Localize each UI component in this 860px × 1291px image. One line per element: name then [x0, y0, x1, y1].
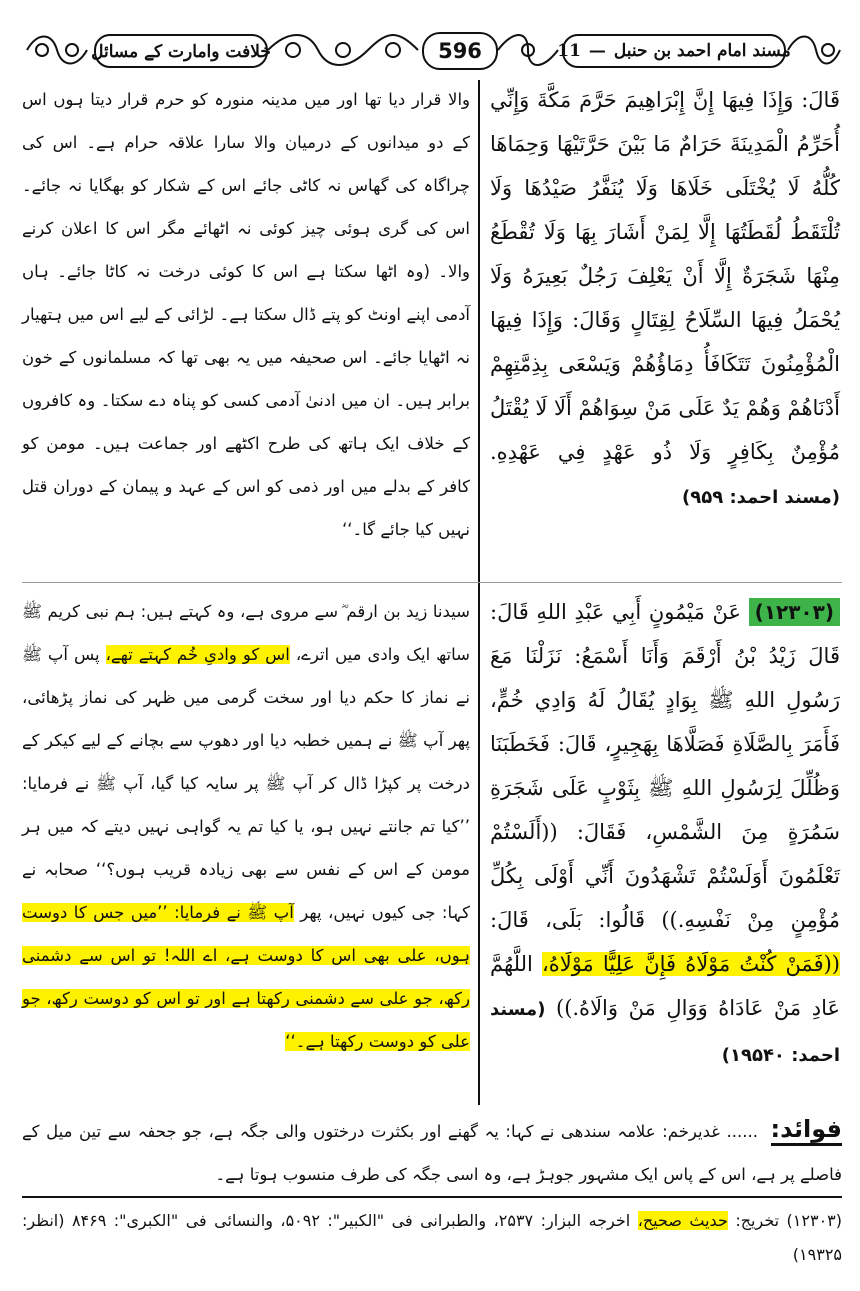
fawaid-text: ...... غدیرخم: علامہ سندھی نے کہا: یہ گھنے اور بکثرت درختوں والی جگہ ہے، جو جحفہ سے تین میل کے فاصلے پر ہے، اس کے پاس ایک مشہور جوہڑ ہے، وہ اسی جگہ کی طرف منسوب ہوتا ہے۔: [22, 1122, 842, 1184]
volume-number: 11: [557, 41, 581, 61]
hadith-12303-reference: (مسند احمد: ۱۹۵۴۰): [490, 999, 840, 1066]
highlighted-arabic-text: ((فَمَنْ كُنْتُ مَوْلَاهُ فَإِنَّ عَلِيًّا مَوْلَاهُ،: [541, 952, 840, 976]
hadith-12303-arabic: [490, 590, 840, 1105]
highlighted-urdu-text-1: اس کو وادیِ خُم کہتے تھے،: [105, 645, 290, 664]
takhrij-text: اخرجه البزار: ۲۵۳۷، والطبرانی فی "الکبیر": ۵۰۹۲، والنسائی فی "الکبری": ۸۴۶۹ (انظر: ۱۹۳۲۵): [22, 1211, 842, 1264]
hadith-number-badge: (۱۲۳۰۳): [749, 598, 840, 626]
book-title-text: مسند امام احمد بن حنبل: [613, 41, 791, 61]
page-number: 596: [422, 32, 498, 70]
left-ornament: [22, 30, 92, 70]
footnote-rule: [22, 1196, 842, 1198]
hadith-959-reference: (مسند احمد: ۹۵۹): [682, 487, 840, 508]
fawaid-label: فوائد:: [771, 1115, 842, 1146]
hadith-12303-urdu: [22, 590, 470, 1105]
hadith-959-urdu: [22, 78, 470, 578]
page-header: [22, 30, 842, 70]
takhrij-section: [22, 1204, 842, 1280]
hadith-959-arabic: [490, 78, 840, 558]
right-ornament: [786, 30, 842, 70]
chapter-title: خلافت وامارت کے مسائل: [94, 34, 268, 68]
middle-ornament-left: [268, 30, 418, 70]
hadith-12303-arabic-ending: اللَّهُمَّ عَادِ مَنْ عَادَاهُ وَوَالِ مَنْ وَالَاهُ.)): [490, 952, 840, 1020]
hadith-12303-arabic-text: عَنْ مَيْمُونٍ أَبِي عَبْدِ اللهِ قَالَ: قَالَ زَيْدُ بْنُ أَرْقَمَ وَأَنَا أَسْمَعُ: نَزَلْنَا مَعَ رَسُولِ اللهِ ﷺ بِوَادٍ يُقَالُ لَهُ وَادِي خُمٍّ، فَأَمَرَ بِالصَّلَاةِ فَصَلَّاهَا بِهَجِيرٍ، قَالَ: فَخَطَبَنَا وَظُلِّلَ لِرَسُولِ اللهِ ﷺ بِثَوْبٍ عَلَى شَجَرَةِ سَمُرَةٍ مِنَ الشَّمْسِ، فَقَالَ: ((أَلَسْتُمْ تَعْلَمُونَ أَوَلَسْتُمْ تَشْهَدُونَ أَنِّي أَوْلَى بِكُلِّ مُؤْمِنٍ مِنْ نَفْسِهِ.)) قَالُوا: بَلَى، قَالَ:: [490, 600, 840, 932]
hadith-959-arabic-text: قَالَ: وَإِذَا فِيهَا إِنَّ إِبْرَاهِيمَ حَرَّمَ مَكَّةَ وَإِنِّي أُحَرِّمُ الْمَدِينَةَ حَرَامٌ مَا بَيْنَ حَرَّتَيْهَا وَحِمَاهَا كُلُّهُ لَا يُخْتَلَى خَلَاهَا وَلَا يُنَفَّرُ صَيْدُهَا وَلَا تُلْتَقَطُ لُقَطَتُهَا إِلَّا لِمَنْ أَشَارَ بِهَا وَلَا تُقْطَعُ مِنْهَا شَجَرَةٌ إِلَّا أَنْ يَعْلِفَ رَجُلٌ بَعِيرَهُ وَلَا يُحْمَلُ فِيهَا السِّلَاحُ لِقِتَالٍ وَقَالَ: وَإِذَا فِيهَا الْمُؤْمِنُونَ تَتَكَافَأُ دِمَاؤُهُمْ وَيَسْعَى بِذِمَّتِهِمْ أَدْنَاهُمْ وَهُمْ يَدٌ عَلَى مَنْ سِوَاهُمْ أَلَا لَا يُقْتَلُ مُؤْمِنٌ بِكَافِرٍ وَلَا ذُو عَهْدٍ فِي عَهْدِهِ.: [490, 88, 840, 464]
takhrij-label: (۱۲۳۰۳) تخریج:: [735, 1211, 843, 1230]
hadith-12303-urdu-middle: پس آپ ﷺ نے نماز کا حکم دیا اور سخت گرمی میں ظہر کی نماز پڑھائی، پھر آپ ﷺ نے ہمیں خطبہ دیا اور دھوپ سے بچانے کے لیے کیکر کے درخت پر کپڑا ڈال کر آپ ﷺ پر سایہ کیا گیا، آپ ﷺ نے فرمایا: ’’کیا تم جانتے نہیں ہو، یا کیا تم یہ گواہی نہیں دیتے کہ میں ہر مومن کے اس کے نفس سے بھی زیادہ قریب ہوں؟‘‘ صحابہ نے کہا: جی کیوں نہیں، پھر: [22, 645, 470, 922]
hadith-separator: [22, 582, 842, 583]
middle-ornament-right: [498, 30, 558, 70]
hadith-959-urdu-text: والا قرار دیا تھا اور میں مدینہ منورہ کو حرم قرار دیتا ہوں اس کے دو میدانوں کے درمیان والا سارا علاقہ حرام ہے۔ اس کی چراگاہ کی گھاس نہ کاٹی جائے اس کے شکار کو بھگایا نہ جائے۔ اس کی گری ہوئی چیز کوئی نہ اٹھائے مگر اس کا اعلان کرنے والا۔ (وہ اٹھا سکتا ہے اس کا کوئی درخت نہ کاٹا جائے۔ ہاں آدمی اپنے اونٹ کو پتے ڈال سکتا ہے۔ لڑائی کے لیے اس میں ہتھیار نہ اٹھایا جائے۔ اس صحیفہ میں یہ بھی تھا کہ مسلمانوں کے خون برابر ہیں۔ ان میں ادنیٰ آدمی کسی کو پناہ دے سکتا۔ وہ کافروں کے خلاف ایک ہاتھ کی طرح اکٹھے اور جماعت ہیں۔ مومن کو کافر کے بدلے میں اور ذمی کو اس کے عہد و پیمان کے دوران قتل نہیں کیا جائے گا۔‘‘: [22, 90, 470, 539]
column-divider: [478, 80, 480, 1105]
fawaid-section: [22, 1108, 842, 1188]
highlighted-grading: حدیث صحیح،: [637, 1211, 728, 1230]
hadith-12303-urdu-text: سیدنا زید بن ارقم ؓ سے مروی ہے، وہ کہتے ہیں: ہم نبی کریم ﷺ ساتھ ایک وادی میں اترے،: [22, 602, 471, 664]
book-title: مسند امام احمد بن حنبل — 11: [562, 34, 786, 68]
highlighted-urdu-text-2: آپ ﷺ نے فرمایا: ’’میں جس کا دوست ہوں، علی بھی اس کا دوست ہے، اے اللہ! تو اس سے دشمنی رکھ، جو علی سے دشمنی رکھتا ہے اور تو اس کو دوست رکھ، جو علی کو دوست رکھتا ہے۔‘‘: [22, 903, 470, 1051]
